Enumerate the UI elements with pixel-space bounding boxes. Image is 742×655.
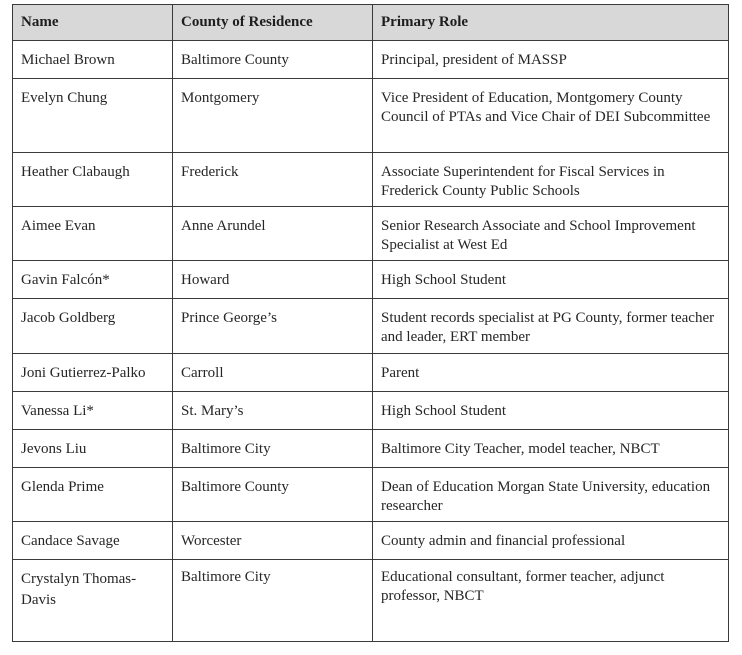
county-cell: Anne Arundel [173,207,373,261]
table-row [13,354,729,392]
name-cell: Jevons Liu [13,430,173,468]
county-cell: Carroll [173,354,373,392]
county-cell: Baltimore County [173,468,373,522]
header-row [13,5,729,41]
county-cell: Frederick [173,153,373,207]
county-cell: St. Mary’s [173,392,373,430]
role-cell: High School Student [373,261,729,299]
name-cell: Jacob Goldberg [13,299,173,354]
table-row [13,153,729,207]
table-row [13,468,729,522]
members-table [12,4,729,642]
name-cell: Gavin Falcón* [13,261,173,299]
county-cell: Baltimore City [173,430,373,468]
table-row [13,207,729,261]
role-cell: Senior Research Associate and School Improvement Specialist at West Ed [373,207,729,261]
table-row [13,560,729,642]
county-cell: Howard [173,261,373,299]
table-row [13,41,729,79]
role-cell: Baltimore City Teacher, model teacher, NBCT [373,430,729,468]
county-cell: Montgomery [173,79,373,153]
header-role: Primary Role [373,5,729,41]
table-row [13,430,729,468]
county-cell: Worcester [173,522,373,560]
table-row [13,392,729,430]
role-cell: Student records specialist at PG County, former teacher and leader, ERT member [373,299,729,354]
table-row [13,261,729,299]
table-row [13,522,729,560]
role-cell: High School Student [373,392,729,430]
role-cell: Principal, president of MASSP [373,41,729,79]
county-cell: Baltimore County [173,41,373,79]
header-name: Name [13,5,173,41]
name-cell: Crystalyn Thomas-Davis [13,560,173,642]
table-row [13,299,729,354]
table-row [13,79,729,153]
role-cell: County admin and financial professional [373,522,729,560]
county-cell: Prince George’s [173,299,373,354]
role-cell: Vice President of Education, Montgomery County Council of PTAs and Vice Chair of DEI Subcommittee [373,79,729,153]
name-cell: Glenda Prime [13,468,173,522]
name-cell: Vanessa Li* [13,392,173,430]
name-cell: Michael Brown [13,41,173,79]
header-county: County of Residence [173,5,373,41]
role-cell: Dean of Education Morgan State University, education researcher [373,468,729,522]
name-cell: Joni Gutierrez-Palko [13,354,173,392]
county-cell: Baltimore City [173,560,373,642]
role-cell: Associate Superintendent for Fiscal Services in Frederick County Public Schools [373,153,729,207]
name-cell: Evelyn Chung [13,79,173,153]
name-cell: Heather Clabaugh [13,153,173,207]
name-cell: Aimee Evan [13,207,173,261]
name-cell: Candace Savage [13,522,173,560]
role-cell: Parent [373,354,729,392]
role-cell: Educational consultant, former teacher, adjunct professor, NBCT [373,560,729,642]
